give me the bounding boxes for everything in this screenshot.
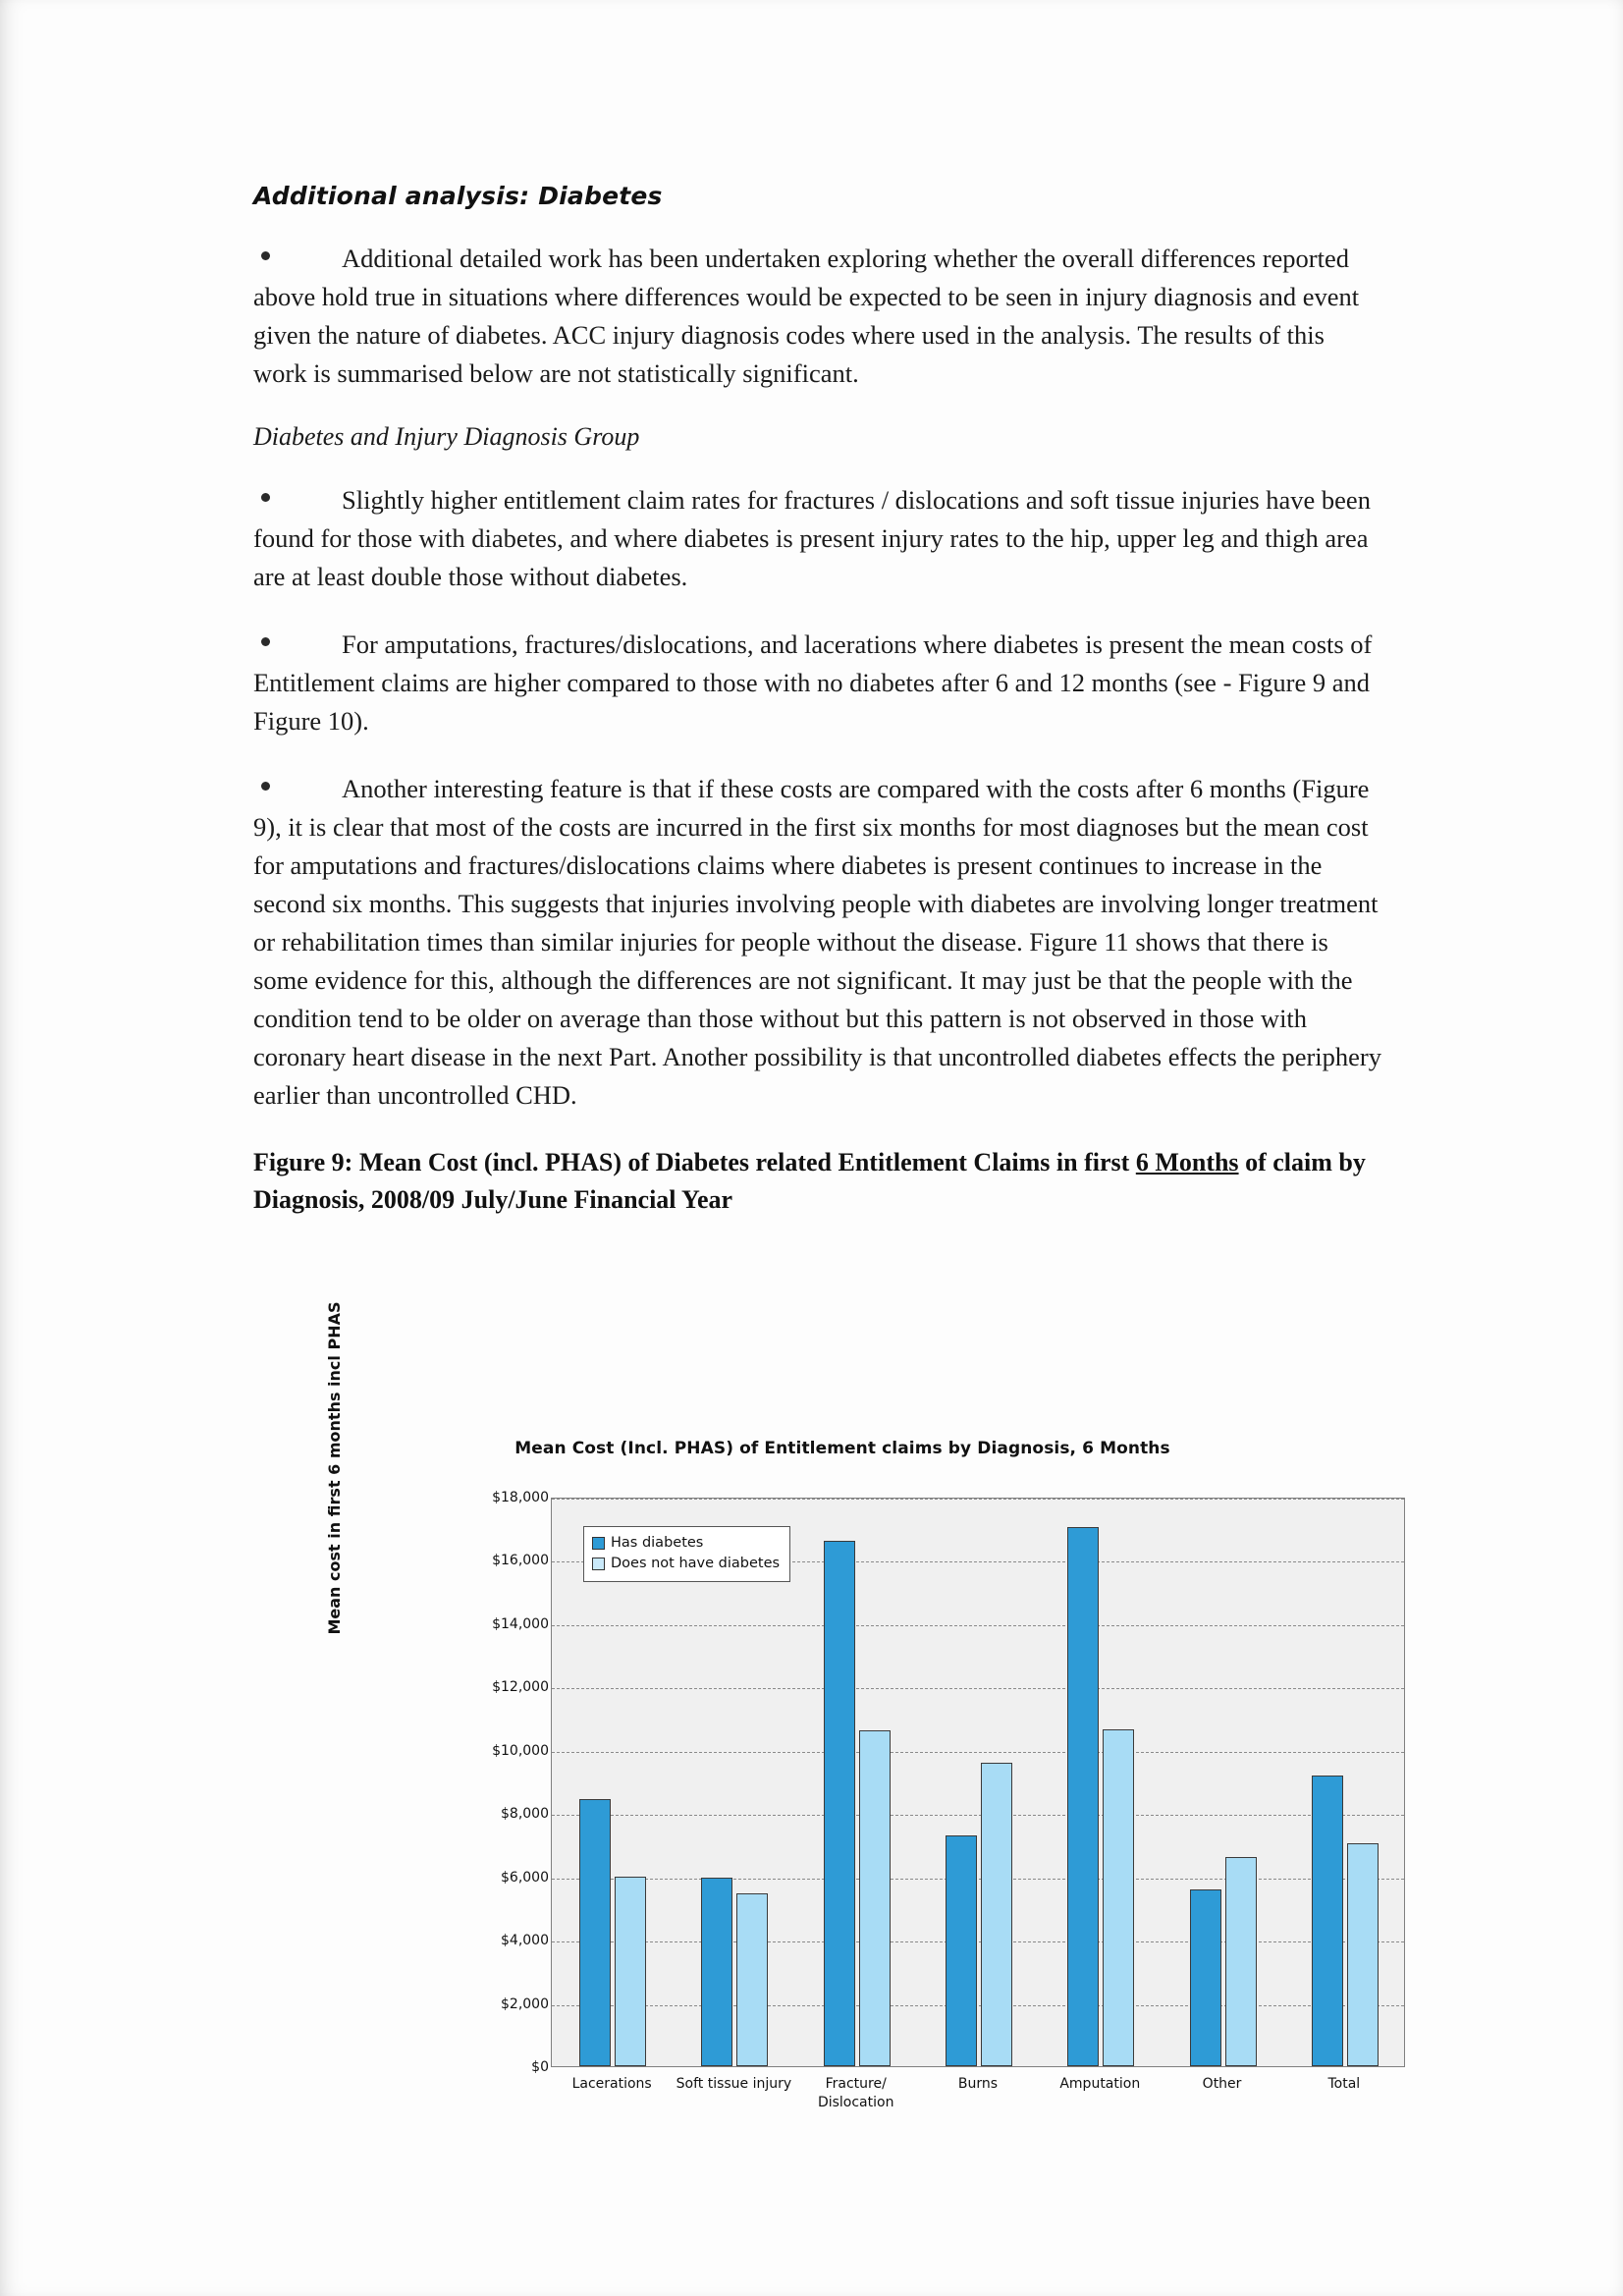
- chart-bar: [1067, 1527, 1099, 2066]
- bullet-text: Slightly higher entitlement claim rates for fractures / dislocations and soft tissue injuries have been found for those with diabetes, and where diabetes is present injury rates to the hip, upper leg and thigh area are at least double those without diabetes.: [253, 485, 1371, 591]
- bullet-icon: [261, 637, 270, 646]
- y-tick-label: $4,000: [501, 1933, 549, 1949]
- x-tick-label: Amputation: [1059, 2076, 1141, 2092]
- bullet-item-2: [253, 626, 1382, 740]
- bullet-item-3: [253, 770, 1382, 1115]
- x-tick-label: Lacerations: [571, 2076, 652, 2092]
- chart-bar: [579, 1799, 611, 2066]
- chart-bar: [701, 1878, 732, 2066]
- bullet-icon: [261, 782, 270, 791]
- bullet-text: Another interesting feature is that if these costs are compared with the costs after 6 months (Figure 9), it is clear that most of the costs are incurred in the first six months for most diagnoses but the mean cost for amputations and fractures/dislocations claims where diabetes is present continues to increase in the second six months. This suggests that injuries involving people with diabetes are involving longer treatment or rehabilitation times than similar injuries for people without the disease. Figure 11 shows that there is some evidence for this, although the differences are not significant. It may just be that the people with the condition tend to be older on average than those without but this pattern is not observed in those with coronary heart disease in the next Part. Another possibility is that uncontrolled diabetes effects the periphery earlier than uncontrolled CHD.: [253, 774, 1381, 1110]
- y-tick-label: $10,000: [492, 1742, 549, 1759]
- y-tick-label: $14,000: [492, 1615, 549, 1632]
- figure-9-chart: [253, 1301, 1432, 2175]
- chart-bar: [1190, 1889, 1221, 2066]
- bullet-item-1: [253, 481, 1382, 596]
- chart-title: Mean Cost (Incl. PHAS) of Entitlement claims by Diagnosis, 6 Months: [514, 1439, 1170, 1458]
- page-title: Additional analysis: Diabetes: [253, 182, 663, 210]
- chart-bar: [1225, 1857, 1257, 2066]
- chart-bar: [859, 1730, 891, 2066]
- paragraph-intro: [253, 240, 1382, 393]
- paragraph-text: Additional detailed work has been undertaken exploring whether the overall differences reported above hold true in situations where differences would be expected to be seen in injury diagnosis and event given the nature of diabetes. ACC injury diagnosis codes where used in the analysis. The results of this work is summarised below are not statistically significant.: [253, 244, 1360, 388]
- y-tick-label: $2,000: [501, 1995, 549, 2012]
- figure-caption-suffix: of claim by Diagnosis, 2008/09 July/June Financial Year: [253, 1148, 1366, 1214]
- y-tick-label: $12,000: [492, 1679, 549, 1696]
- bullet-text: For amputations, fractures/dislocations, and lacerations where diabetes is present the mean costs of Entitlement claims are higher compared to those with no diabetes after 6 and 12 months (see - Figure 9 and Figure 10).: [253, 629, 1373, 736]
- figure-caption: [253, 1144, 1382, 1219]
- chart-bar: [615, 1877, 646, 2066]
- x-tick-label: Total: [1327, 2076, 1361, 2092]
- chart-plot: [551, 1498, 1405, 2067]
- bullet-icon: [261, 251, 270, 260]
- chart-bar: [1347, 1843, 1379, 2066]
- x-tick-label: Soft tissue injury: [676, 2076, 792, 2092]
- y-tick-label: $0: [531, 2059, 549, 2075]
- chart-bar: [981, 1763, 1012, 2066]
- y-tick-label: $8,000: [501, 1806, 549, 1823]
- document-body: [253, 182, 1382, 1219]
- figure-caption-underlined: 6 Months: [1135, 1148, 1239, 1176]
- legend-label: Has diabetes: [611, 1535, 704, 1551]
- figure-caption-prefix: Figure 9: Mean Cost (incl. PHAS) of Diabetes related Entitlement Claims in first: [253, 1148, 1136, 1176]
- chart-bar: [946, 1835, 977, 2066]
- bullet-icon: [261, 493, 270, 502]
- chart-legend: [583, 1526, 790, 1582]
- y-tick-label: $16,000: [492, 1553, 549, 1569]
- x-tick-label: Burns: [957, 2076, 999, 2092]
- chart-y-axis-label: Mean cost in first 6 months incl PHAS: [325, 1301, 344, 1635]
- y-tick-label: $18,000: [492, 1490, 549, 1505]
- y-tick-label: $6,000: [501, 1869, 549, 1886]
- legend-item-no-diabetes: [592, 1554, 780, 1574]
- x-tick-label: Other: [1202, 2076, 1242, 2092]
- legend-swatch-icon: [592, 1537, 605, 1550]
- chart-bar: [1103, 1729, 1134, 2066]
- x-tick-label: Fracture/ Dislocation: [817, 2076, 894, 2110]
- subheading-diabetes-injury-diagnosis: Diabetes and Injury Diagnosis Group: [253, 422, 640, 451]
- chart-bar: [1312, 1776, 1343, 2066]
- legend-label: Does not have diabetes: [611, 1556, 781, 1571]
- legend-swatch-icon: [592, 1558, 605, 1570]
- chart-bars: [552, 1499, 1404, 2066]
- chart-bar: [824, 1541, 855, 2066]
- chart-bar: [736, 1893, 768, 2066]
- legend-item-has-diabetes: [592, 1533, 780, 1554]
